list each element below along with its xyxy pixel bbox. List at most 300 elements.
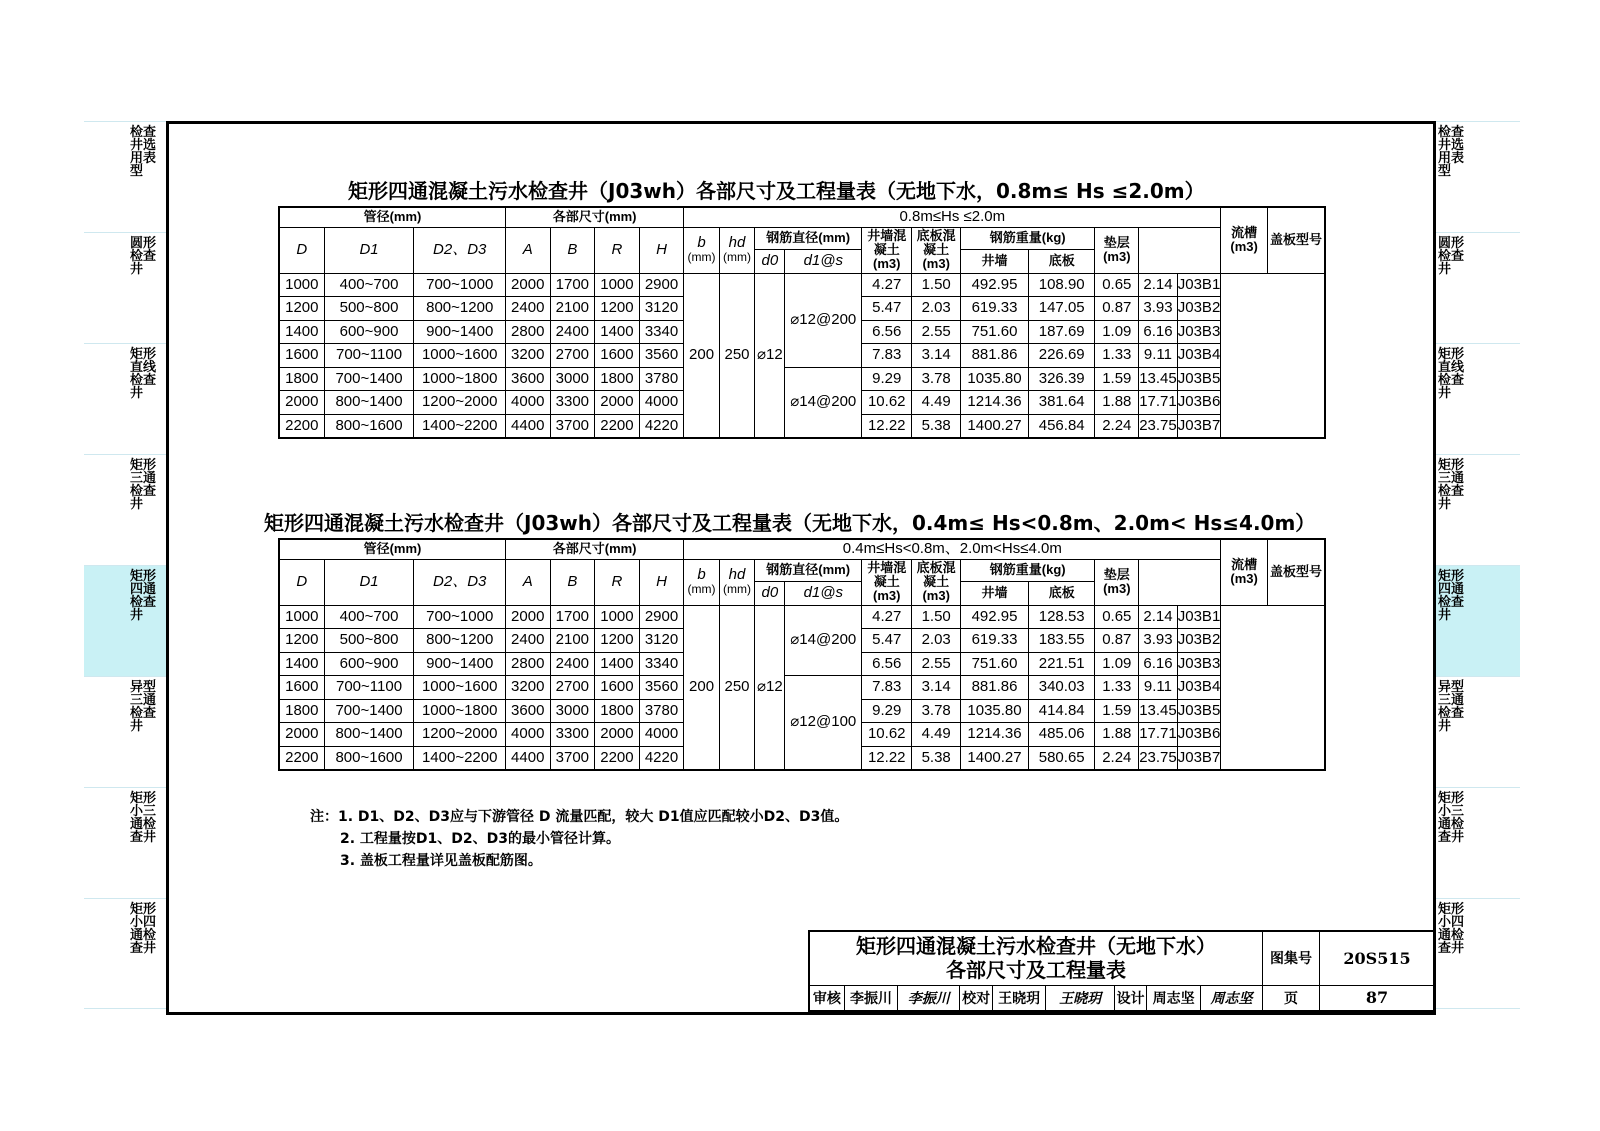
table-cell: 1800 [595, 699, 640, 723]
unit: (m3) [873, 588, 901, 603]
table-cell: 1.59 [1095, 367, 1139, 391]
header-R: R [595, 227, 640, 273]
hd-value: 250 [719, 273, 754, 438]
table-cell: 800~1200 [414, 297, 505, 321]
design-label: 设计 [1114, 985, 1147, 1011]
header-D23: D2、D3 [414, 559, 505, 605]
table-cell: 1700 [550, 273, 595, 297]
b-label: b [697, 566, 706, 583]
table-cell: 1214.36 [961, 391, 1029, 415]
table-cell: 221.51 [1029, 652, 1095, 676]
review-label: 审核 [809, 985, 844, 1011]
table-cell: 1.88 [1095, 391, 1139, 415]
notes [310, 806, 848, 872]
table-cell: 700~1100 [324, 676, 414, 700]
table-cell: 2.14 [1139, 605, 1178, 629]
header-pipe-dia: 管径(mm) [279, 207, 505, 227]
header-d1s: d1@s [785, 581, 862, 605]
table-cell: 3780 [639, 367, 684, 391]
table-cell: 4000 [639, 391, 684, 415]
table-cell: 381.64 [1029, 391, 1095, 415]
table-cell: 1200 [595, 297, 640, 321]
table-cell: 2000 [279, 391, 324, 415]
table-cell: 4000 [505, 723, 550, 747]
reviewer-signature: 李振川 [898, 985, 960, 1011]
header-dimensions: 各部尺寸(mm) [505, 539, 683, 559]
cushion-label: 垫层 [1103, 235, 1130, 250]
table-cell: 2000 [505, 605, 550, 629]
table-cell: 1035.80 [961, 367, 1029, 391]
reviewer: 李振川 [844, 985, 898, 1011]
table-cell: 1800 [279, 367, 324, 391]
table-cell: 1200 [279, 629, 324, 653]
unit: (m3) [873, 256, 901, 271]
side-tab-label: 矩形三通检查井 [1438, 458, 1465, 512]
side-tab-4[interactable] [84, 565, 168, 676]
table-cell: 128.53 [1029, 605, 1095, 629]
header-d0: d0 [755, 581, 785, 605]
table-cell: 1000 [279, 273, 324, 297]
table-cell: 2.03 [912, 297, 961, 321]
table-cell: 0.65 [1095, 273, 1139, 297]
title-line-2: 各部尺寸及工程量表 [946, 958, 1126, 983]
table-cell: 492.95 [961, 273, 1029, 297]
notes-lead: 注： [310, 809, 338, 825]
table-cell: 2400 [505, 629, 550, 653]
table-cell: 1.50 [912, 605, 961, 629]
header-B: B [550, 227, 595, 273]
table-row [279, 367, 1325, 391]
side-tab-label: 圆形检查井 [130, 236, 157, 277]
side-tab-0[interactable] [1436, 121, 1520, 232]
d0-value: ⌀12 [755, 605, 785, 770]
header-A: A [505, 559, 550, 605]
table-cell: 12.22 [862, 746, 912, 770]
channel-label: 流槽 [1231, 225, 1258, 241]
d0-value: ⌀12 [755, 273, 785, 438]
table-cell: 1400.27 [961, 746, 1029, 770]
title-line-1: 矩形四通混凝土污水检查井（无地下水） [856, 934, 1216, 959]
note-1: 1. D1、D2、D3应与下游管径 D 流量匹配，较大 D1值应匹配较小D2、D3值。 [338, 809, 849, 825]
table-cell: 800~1400 [324, 391, 414, 415]
table-cell: 9.11 [1139, 344, 1178, 368]
table-cell: 2200 [595, 414, 640, 438]
table-cell: J03B2 [1177, 297, 1221, 321]
side-tab-label: 矩形四通检查井 [130, 569, 157, 623]
side-tab-0[interactable] [84, 121, 168, 232]
header-cushion [1095, 227, 1139, 273]
table-cell: 500~800 [324, 629, 414, 653]
table-cell: 0.65 [1095, 605, 1139, 629]
rebar-group: ⌀14@200 [785, 605, 862, 676]
table1-title: 矩形四通混凝土污水检查井（J03wh）各部尺寸及工程量表（无地下水，0.8m≤ Hs ≤2.0m） [348, 179, 1205, 203]
table-cell: 2000 [595, 391, 640, 415]
table-cell: 580.65 [1029, 746, 1095, 770]
table-cell: 2900 [639, 273, 684, 297]
note-2: 2. 工程量按D1、D2、D3的最小管径计算。 [340, 831, 621, 847]
table-cell: 700~1000 [414, 273, 505, 297]
table-cell: 1600 [595, 344, 640, 368]
table-cell: 3.78 [912, 367, 961, 391]
unit: (m3) [1103, 249, 1131, 264]
header-D: D [279, 227, 324, 273]
table1 [278, 206, 1326, 439]
header-D1: D1 [324, 559, 414, 605]
table-cell: 3120 [639, 297, 684, 321]
side-tab-label: 异型三通检查井 [1438, 680, 1465, 734]
side-tab-label: 矩形直线检查井 [1438, 347, 1465, 401]
header-H: H [639, 227, 684, 273]
side-tab-4[interactable] [1436, 565, 1520, 676]
table-cell: 340.03 [1029, 676, 1095, 700]
side-tab-5[interactable] [84, 676, 168, 787]
side-tab-label: 矩形小四通检查井 [1438, 902, 1465, 956]
table-cell: 2.03 [912, 629, 961, 653]
table-cell: 108.90 [1029, 273, 1095, 297]
table-row [279, 605, 1325, 629]
side-tab-label: 异型三通检查井 [130, 680, 157, 734]
table-cell: 414.84 [1029, 699, 1095, 723]
side-tab-6[interactable] [84, 787, 168, 898]
table-cell: 400~700 [324, 273, 414, 297]
header-rebar-dia: 钢筋直径(mm) [755, 559, 862, 581]
header-pipe-dia: 管径(mm) [279, 539, 505, 559]
table-cell: 1400 [595, 320, 640, 344]
table-cell: 700~1400 [324, 367, 414, 391]
header-channel [1221, 207, 1268, 273]
table-cell: 2800 [505, 652, 550, 676]
table-cell: 3000 [550, 699, 595, 723]
table-cell: 1800 [595, 367, 640, 391]
side-tab-label: 圆形检查井 [1438, 236, 1465, 277]
table-cell: 1600 [595, 676, 640, 700]
unit: (m3) [1230, 239, 1258, 255]
table-cell: 9.29 [862, 699, 912, 723]
header-steel-weight: 钢筋重量(kg) [961, 559, 1095, 581]
table-cell: 1400~2200 [414, 414, 505, 438]
table-cell: 1035.80 [961, 699, 1029, 723]
table-cell: 3600 [505, 367, 550, 391]
right-side-index [1436, 121, 1520, 1009]
table-cell: 900~1400 [414, 320, 505, 344]
table-cell: 2.24 [1095, 414, 1139, 438]
table-cell: 23.75 [1139, 746, 1178, 770]
table-cell: 492.95 [961, 605, 1029, 629]
table-cell: 2100 [550, 297, 595, 321]
table-cell: 1600 [279, 344, 324, 368]
side-tab-3[interactable] [1436, 454, 1520, 565]
table-cell: 0.87 [1095, 629, 1139, 653]
table-cell: 800~1600 [324, 746, 414, 770]
table-cell: 2800 [505, 320, 550, 344]
table-cell: 3600 [505, 699, 550, 723]
table-cell: 147.05 [1029, 297, 1095, 321]
table-cell: 3300 [550, 723, 595, 747]
designer: 周志坚 [1147, 985, 1201, 1011]
table-cell: 751.60 [961, 652, 1029, 676]
table-cell: 881.86 [961, 676, 1029, 700]
table-cell: J03B5 [1177, 367, 1221, 391]
header-wall-concrete [862, 227, 912, 273]
rebar-group: ⌀14@200 [785, 367, 862, 438]
table-cell: 2.55 [912, 320, 961, 344]
header-d0: d0 [755, 249, 785, 273]
header-steel-floor: 底板 [1029, 249, 1095, 273]
unit: (m3) [1230, 571, 1258, 587]
table-cell: 326.39 [1029, 367, 1095, 391]
title-block [808, 930, 1436, 1012]
table-cell: 600~900 [324, 652, 414, 676]
header-floor-concrete [912, 227, 961, 273]
table-cell: 2200 [279, 746, 324, 770]
table-cell: 6.56 [862, 320, 912, 344]
table-cell: 4.27 [862, 605, 912, 629]
table-cell: 3560 [639, 676, 684, 700]
table-cell: 619.33 [961, 629, 1029, 653]
table-cell: 5.47 [862, 297, 912, 321]
header-dimensions: 各部尺寸(mm) [505, 207, 683, 227]
table-cell: 3700 [550, 414, 595, 438]
table-cell: 619.33 [961, 297, 1029, 321]
table-cell: 4000 [639, 723, 684, 747]
table-cell: 1400~2200 [414, 746, 505, 770]
table-cell: 2100 [550, 629, 595, 653]
side-tab-5[interactable] [1436, 676, 1520, 787]
table-cell: 700~1400 [324, 699, 414, 723]
unit: (m3) [922, 256, 950, 271]
side-tab-label: 矩形三通检查井 [130, 458, 157, 512]
table-cell: 2000 [279, 723, 324, 747]
header-D: D [279, 559, 324, 605]
table-cell: 1400.27 [961, 414, 1029, 438]
unit: (mm) [723, 582, 751, 596]
table-cell: 1.59 [1095, 699, 1139, 723]
unit: (mm) [687, 582, 716, 596]
header-B: B [550, 559, 595, 605]
header-rebar-dia: 钢筋直径(mm) [755, 227, 862, 249]
table-cell: 1000~1800 [414, 367, 505, 391]
channel-label: 流槽 [1231, 557, 1258, 573]
b-value: 200 [684, 273, 719, 438]
table-cell: 2200 [279, 414, 324, 438]
table-row [279, 273, 1325, 297]
side-tab-label: 矩形四通检查井 [1438, 569, 1465, 623]
table-cell: 751.60 [961, 320, 1029, 344]
header-A: A [505, 227, 550, 273]
side-tab-label: 矩形小三通检查井 [1438, 791, 1465, 845]
table-cell: 4220 [639, 746, 684, 770]
hd-value: 250 [719, 605, 754, 770]
table-cell: J03B1 [1177, 605, 1221, 629]
floor-label: 底板混凝土 [916, 560, 956, 589]
header-D1: D1 [324, 227, 414, 273]
table-cell: J03B5 [1177, 699, 1221, 723]
side-tab-3[interactable] [84, 454, 168, 565]
table-cell: 13.45 [1139, 699, 1178, 723]
atlas-label: 图集号 [1263, 931, 1320, 985]
table-cell: 400~700 [324, 605, 414, 629]
table-cell: 1200~2000 [414, 391, 505, 415]
header-R: R [595, 559, 640, 605]
table-cell: 4400 [505, 414, 550, 438]
table-cell: 3340 [639, 652, 684, 676]
table-cell: 1400 [279, 652, 324, 676]
table-cell: 3120 [639, 629, 684, 653]
atlas-number: 20S515 [1320, 931, 1436, 985]
side-tab-label: 矩形小四通检查井 [130, 902, 157, 956]
table-cell: 900~1400 [414, 652, 505, 676]
table-cell: J03B4 [1177, 676, 1221, 700]
side-tab-6[interactable] [1436, 787, 1520, 898]
table-cell: 3340 [639, 320, 684, 344]
table-cell: 3.93 [1139, 297, 1178, 321]
table-cell: 1000 [279, 605, 324, 629]
floor-label: 底板混凝土 [916, 228, 956, 257]
side-tab-7[interactable] [84, 898, 168, 1009]
table-cell: 1200~2000 [414, 723, 505, 747]
side-tab-label: 检查井选用表型 [130, 125, 157, 179]
table-cell: 1.09 [1095, 652, 1139, 676]
left-side-index [84, 121, 168, 1009]
unit: (mm) [723, 250, 751, 264]
side-tab-7[interactable] [1436, 898, 1520, 1009]
table-cell: 3200 [505, 676, 550, 700]
header-steel-wall: 井墙 [961, 249, 1029, 273]
table-cell: 1.88 [1095, 723, 1139, 747]
table-cell: 183.55 [1029, 629, 1095, 653]
table-cell: 700~1100 [324, 344, 414, 368]
header-steel-floor: 底板 [1029, 581, 1095, 605]
unit: (mm) [687, 250, 716, 264]
table-cell: 1400 [279, 320, 324, 344]
table-cell: J03B3 [1177, 320, 1221, 344]
header-steel-wall: 井墙 [961, 581, 1029, 605]
header-b [684, 559, 719, 605]
header-hd [719, 559, 754, 605]
table-cell: 1800 [279, 699, 324, 723]
side-tab-label: 矩形直线检查井 [130, 347, 157, 401]
header-floor-concrete [912, 559, 961, 605]
table-cell: 2700 [550, 676, 595, 700]
table-cell: 9.11 [1139, 676, 1178, 700]
table-cell: 6.16 [1139, 652, 1178, 676]
wall-label: 井墙混凝土 [867, 228, 907, 257]
check-label: 校对 [960, 985, 993, 1011]
table-cell: 2.55 [912, 652, 961, 676]
side-tab-2[interactable] [1436, 343, 1520, 454]
checker-signature: 王晓玥 [1046, 985, 1114, 1011]
table-cell: 800~1200 [414, 629, 505, 653]
table-cell: J03B2 [1177, 629, 1221, 653]
table-cell: 2400 [505, 297, 550, 321]
cushion-label: 垫层 [1103, 567, 1130, 582]
designer-signature: 周志坚 [1200, 985, 1262, 1011]
table-cell: 1600 [279, 676, 324, 700]
table-cell: 1200 [279, 297, 324, 321]
unit: (m3) [922, 588, 950, 603]
header-hd [719, 227, 754, 273]
table-cell: 3.14 [912, 676, 961, 700]
table-cell: 2700 [550, 344, 595, 368]
table-cell: 3200 [505, 344, 550, 368]
header-d1s: d1@s [785, 249, 862, 273]
table-cell: 6.16 [1139, 320, 1178, 344]
rebar-group: ⌀12@100 [785, 676, 862, 770]
unit: (m3) [1103, 581, 1131, 596]
table-cell: 3700 [550, 746, 595, 770]
table-cell: 4.27 [862, 273, 912, 297]
table-cell: 2000 [595, 723, 640, 747]
side-tab-1[interactable] [1436, 232, 1520, 343]
hd-label: hd [728, 566, 746, 583]
table-cell: 1.33 [1095, 344, 1139, 368]
table-row [279, 676, 1325, 700]
header-D23: D2、D3 [414, 227, 505, 273]
table-cell: 1000~1600 [414, 676, 505, 700]
table-cell: 600~900 [324, 320, 414, 344]
page-number: 87 [1320, 985, 1436, 1011]
table-cell: J03B4 [1177, 344, 1221, 368]
table-cell: 3.14 [912, 344, 961, 368]
table-cell: 17.71 [1139, 391, 1178, 415]
table-cell: 800~1400 [324, 723, 414, 747]
header-steel-weight: 钢筋重量(kg) [961, 227, 1095, 249]
table-cell: 3.93 [1139, 629, 1178, 653]
table-cell: 5.38 [912, 746, 961, 770]
table-cell: 226.69 [1029, 344, 1095, 368]
table-cell: 4400 [505, 746, 550, 770]
header-H: H [639, 559, 684, 605]
wall-label: 井墙混凝土 [867, 560, 907, 589]
table-cell: 3300 [550, 391, 595, 415]
table-cell: 10.62 [862, 391, 912, 415]
table-cell: J03B3 [1177, 652, 1221, 676]
table-cell: 2200 [595, 746, 640, 770]
table-cell: 13.45 [1139, 367, 1178, 391]
header-wall-concrete [862, 559, 912, 605]
table-cell: 7.83 [862, 676, 912, 700]
table-cell: 0.87 [1095, 297, 1139, 321]
side-tab-label: 矩形小三通检查井 [130, 791, 157, 845]
b-label: b [697, 234, 706, 251]
header-b [684, 227, 719, 273]
table-cell: 9.29 [862, 367, 912, 391]
title-block-title [809, 931, 1263, 985]
table-cell: J03B1 [1177, 273, 1221, 297]
table-cell: 485.06 [1029, 723, 1095, 747]
table-cell: 1.33 [1095, 676, 1139, 700]
table-cell: 6.56 [862, 652, 912, 676]
table-cell: J03B6 [1177, 723, 1221, 747]
rebar-group: ⌀12@200 [785, 273, 862, 367]
header-cover-type: 盖板型号 [1268, 539, 1326, 605]
table-cell: 4220 [639, 414, 684, 438]
table-cell: 1700 [550, 605, 595, 629]
table-cell: 3560 [639, 344, 684, 368]
table-cell: 2.14 [1139, 273, 1178, 297]
side-tab-1[interactable] [84, 232, 168, 343]
table-cell: 1000~1800 [414, 699, 505, 723]
header-range: 0.4m≤Hs<0.8m、2.0m<Hs≤4.0m [684, 539, 1221, 559]
table-cell: 2.24 [1095, 746, 1139, 770]
table-cell: 23.75 [1139, 414, 1178, 438]
table-cell: 1000 [595, 273, 640, 297]
header-channel [1221, 539, 1268, 605]
table-cell: 1214.36 [961, 723, 1029, 747]
table-cell: 10.62 [862, 723, 912, 747]
side-tab-2[interactable] [84, 343, 168, 454]
checker: 王晓玥 [992, 985, 1046, 1011]
